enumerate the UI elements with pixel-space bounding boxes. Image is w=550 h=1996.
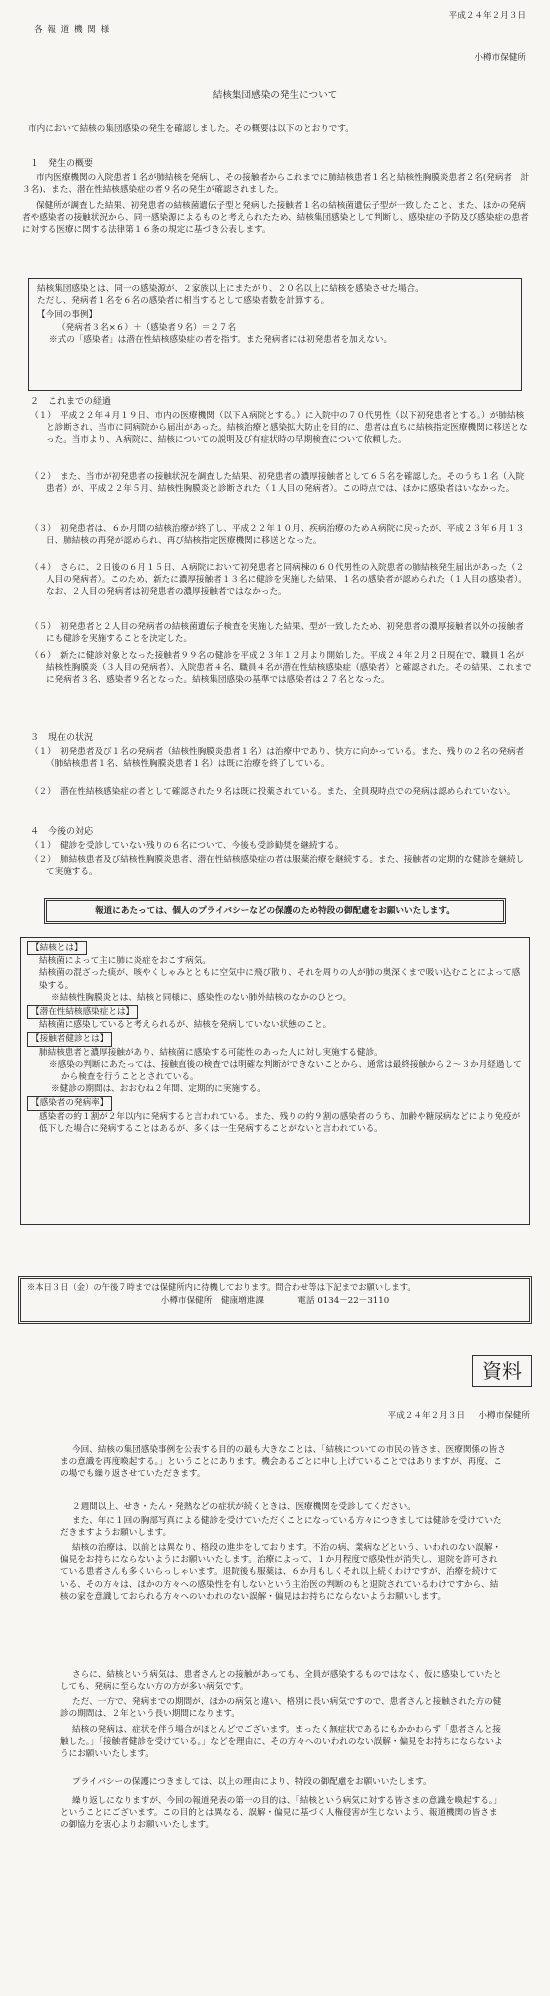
section2-item-6: （６） 新たに健診対象となった接触者９９名の健診を平成２３年１２月より開始した。平成２４年２月２日現在で、職員１名が結核性胸膜炎（３人目の発病者）、入院患者４名、職員４名が潜在性結核感染症（感染者）と確認された。その結果、これまでに発病者３名、感染者９名となった。結核集団感染の基準では感染者は２７名となった。	[30, 651, 532, 686]
shiryo-para-8: プライバシーの保護につきましては、以上の理由により、特段の御配慮をお願いいたします。	[72, 1777, 432, 1787]
section2-item-5: （５） 初発患者と２人目の発病者の結核菌遺伝子検査を実施した結果、型が一致したため、初発患者の濃厚接触者以外の接触者にも健診を実施することを決定した。	[30, 622, 524, 645]
shiryo-para-1: 今回、結核の集団感染事例を公表する目的の最も大きなことは、「結核についての市民の皆さま、医療関係の皆さまの意識を再度喚起する。」ということにあります。機会あるごとに申し上げていることではありますが、再度、この場でも繰り返させていただきます。	[60, 1445, 506, 1480]
shiryo-para-4: 結核の治療は、以前とは異なり、格段の進歩をしております。不治の病、業病などという、いわれのない誤解・偏見をお持ちにならないようにお願いいたします。治療によって、１か月程度で感染性が消失し、退院を許可されている患者さんも多くいらっしゃいます。退院後も服薬は、６か月もしくそれ以上続くわけですが、治療を続けている、その方々は、ほかの方々への感染性を有しないという主治医の判断のもと退院されているわけですから、結核の家を意識しておられる方々へのいわれのない誤解・偏見はお持ちにならないようお願いします。	[60, 1543, 502, 1602]
shiryo-para-6: ただ、一方で、発病までの期間が、ほかの病気と違い、格別に長い病気ですので、患者さんと接触された方の健診の期間は、２年という長い期間になります。	[60, 1697, 502, 1720]
glossary-rate-1: 感染者の約１割が２年以内に発病すると言われている。また、残りの約９割の感染者のうち、加齢や糖尿病などにより免疫が低下した場合に発病することはあるが、多くは一生発病することがないと言われている。	[39, 1111, 521, 1134]
glossary-term-tb: 【結核とは】	[27, 941, 523, 955]
contact-office-line	[27, 1295, 523, 1307]
shiryo-para-5: さらに、結核という病気は、患者さんとの接触があっても、全員が感染するものではなく、仮に感染していたとしても、発病に至らない方の方が多い病気です。	[60, 1670, 502, 1693]
section1-para-1: 市内医療機関の入院患者１名が肺結核を発病し、その接触者からこれまでに肺結核患者１名と結核性胸膜炎患者２名(発病者 計３名)、また、潜在性結核感染症の者９名の発生が確認されました。	[22, 173, 530, 196]
section3-item-2: （２） 潜在性結核感染症の者として確認された９名は既に投薬されている。また、全員現時点での発病は認められていない。	[30, 787, 516, 797]
shiryo-para-9: 繰り返しになりますが、今回の報道発表の第一の目的は、「結核という病気に対する皆さまの意識を喚起する。」ということにございます。この目的とは異なる、誤解・偏見に基づく人権侵害が生じないよう、報道機関の皆さまの御協力を衷心よりお願いいたします。	[60, 1796, 502, 1831]
privacy-notice	[44, 898, 506, 924]
section1-para-2: 保健所が調査した結果、初発患者の結核菌遺伝子型と発病した接触者１名の結核菌遺伝子型が一致したこと、また、ほかの発病者や感染者の接触状況から、同一感染源によるものと考えられたため、結核集団感染として判断し、感染症の予防及び感染症の患者に対する医療に関する法律第１６条の規定に基づき公表します。	[22, 201, 529, 236]
contact-office: 小樽市保健所 健康増進課	[160, 1296, 264, 1307]
shiryo-para-3: また、年に１回の胸部写真による健診を受けていただくことになっている方々につきましては健診を受けていただきますようお願いします。	[60, 1516, 502, 1539]
glossary-latent-1: 結核菌に感染していると考えられるが、結核を発病していない状態のこと。	[39, 1020, 332, 1031]
shiryo-header	[388, 1410, 530, 1422]
shiryo-sender: 小樽市保健所	[478, 1411, 530, 1421]
glossary-screening-1: 肺結核患者と濃厚接触があり、結核菌に感染する可能性のあった人に対し実施する健診。	[39, 1047, 383, 1058]
section3-item-1: （１） 初発患者及び１名の発病者（結核性胸膜炎患者１名）は治療中であり、快方に向かっている。また、残りの２名の発病者（肺結核患者１名、結核性胸膜炎患者１名）は既に治療を終了している。	[30, 747, 525, 770]
shiryo-para-7: 結核の発病は、症状を伴う場合がほとんどでございます。まったく無症状であるにもかかわらず「患者さんと接触した。」「接触者健診を受けている。」などを理由に、その方々へのいわれのない誤解・偏見をお持ちにならないようにお願いいたします。	[60, 1725, 503, 1760]
case-label: 【今回の事例】	[37, 310, 98, 321]
section4-heading: ４ 今後の対応	[30, 827, 94, 837]
glossary-term-latent: 【潜在性結核感染症とは】	[27, 1005, 523, 1019]
shiryo-date: 平成２４年２月３日	[387, 1411, 465, 1421]
privacy-notice-text: 報道にあたっては、個人のプライバシーなどの保護のため特段の御配慮をお願いいたします。	[95, 906, 455, 916]
glossary-tb-1: 結核菌によって主に肺に炎症をおこす病気。	[39, 956, 211, 967]
glossary-tb-3: ※結核性胸膜炎とは、結核と同様に、感染性のない肺外結核のなかのひとつ。	[51, 992, 352, 1003]
sender: 小樽市保健所	[474, 53, 526, 63]
contact-box	[18, 1276, 532, 1324]
glossary-screening-3: ※健診の期間は、おおむね２年間、定期的に実施する。	[51, 1084, 266, 1095]
glossary-screening-2: ※感染の判断にあたっては、接触直後の検査では明確な判断ができないことから、通常は最終接触から２～３か月経過してから検査を行うこととされている。	[49, 1059, 522, 1083]
glossary-term-rate: 【感染者の発病率】	[27, 1096, 523, 1110]
shiryo-para-2: ２週間以上、せき・たん・発熱などの症状が続くときは、医療機関を受診してください。	[72, 1502, 416, 1512]
section4-item-1: （１） 健診を受診していない残りの６名について、今後も受診勧奨を継続する。	[30, 841, 344, 851]
phone-label: 電話	[297, 1296, 315, 1307]
section2-item-3: （３） 初発患者は、６か月間の結核治療が終了し、平成２２年１０月、疾病治療のためＡ病院に戻ったが、平成２３年６月１３日、肺結核の再発が認められ、再び結核指定医療機関に移送となった。	[30, 524, 525, 547]
document-title: 結核集団感染の発生について	[212, 90, 338, 101]
section2-item-2: （２） また、当市が初発患者の接触状況を調査した結果、初発患者の濃厚接触者として６５名を確認した。そのうち１名（入院患者）が、平成２２年５月、結核性胸膜炎と診断された（１人目の発病者）。この時点では、ほかに感染者はいなかった。	[30, 472, 525, 495]
recipient: 各 報 道 機 関 様	[34, 25, 111, 35]
section2-item-1: （１） 平成２２年４月１９日、市内の医療機関（以下Ａ病院とする。）に入院中の７０代男性（以下初発患者とする。）が肺結核と診断され、当市に同病院から届出があった。結核治療と感染拡大防止を目的に、患者は直ちに結核指定医療機関に移送となった。当市より、Ａ病院に、結核についての説明及び有症状時の早期検査について依頼した。	[30, 411, 528, 446]
case-formula: （発病者３名×６）＋（感染者９名）＝２７名	[57, 322, 237, 333]
section4-item-2: （２） 肺結核患者及び結核性胸膜炎患者、潜在性結核感染症の者は服薬治療を継続する。また、接触者の定期的な健診を継続して実施する。	[30, 855, 525, 878]
shiryo-label: 資料	[472, 1355, 532, 1387]
header-date: 平成２４年２月３日	[448, 11, 526, 21]
section3-heading: ３ 現在の状況	[30, 733, 94, 743]
definition-box	[28, 278, 522, 391]
section2-item-4: （４） さらに、２日後の６月１５日、Ａ病院において初発患者と同病棟の６０代男性の入院患者の肺結核発生届出があった（２人目の発病者）。このため、新たに濃厚接触者１３名に健診を実施した結果、１名の感染者が認められた（１人目の感染者）。なお、２人目の発病者は初発患者の濃厚接触者ではなかった。	[30, 563, 527, 598]
definition-line-1: 結核集団感染とは、同一の感染源が、２家族以上にまたがり、２０名以上に結核を感染させた場合。	[37, 284, 424, 294]
definition-line-2: ただし、発病者１名を６名の感染者に相当するとして感染者数を計算する。	[37, 296, 330, 307]
glossary-box	[20, 937, 530, 1225]
case-note: ※式の「感染者」は潜在性結核感染症の者を指す。また発病者には初発患者を加えない。	[49, 334, 393, 345]
phone-number: 0134－22－3110	[317, 1296, 390, 1307]
glossary-tb-2: 結核菌の混ざった痰が、咳やくしゃみとともに空気中に飛び散り、それを周りの人が肺の奥深くまで吸い込むことによって感染する。	[39, 968, 521, 991]
glossary-term-screening: 【接触者健診とは】	[27, 1032, 523, 1046]
section1-heading: １ 発生の概要	[30, 159, 94, 169]
intro-text: 市内において結核の集団感染の発生を確認しました。その概要は以下のとおりです。	[28, 124, 354, 134]
contact-line: ※本日３日（金）の午後７時までは保健所内に待機しております。問合わせ等は下記までお願いします。	[27, 1282, 416, 1292]
section2-heading: ２ これまでの経過	[30, 397, 112, 407]
